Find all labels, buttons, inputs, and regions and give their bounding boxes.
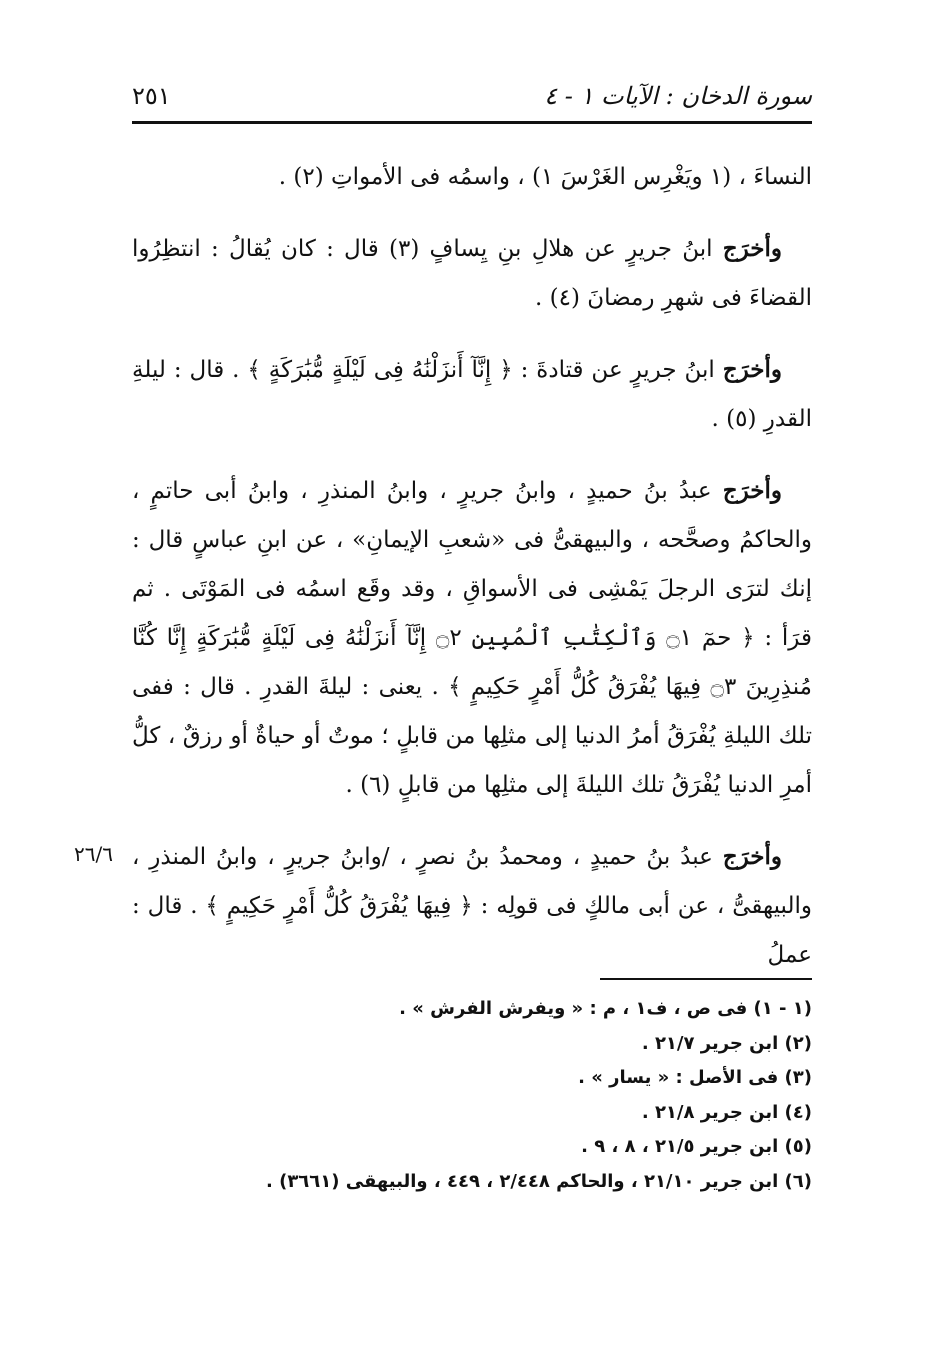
- paragraph-lead: وأخرَج: [722, 477, 782, 504]
- footnote-5: (٥) ابن جرير ٢١/٥ ، ٨ ، ٩ .: [581, 1136, 812, 1158]
- header-rule: [132, 121, 812, 124]
- paragraph-3: [132, 345, 812, 444]
- paragraph-1: [132, 152, 812, 202]
- footnote-2: (٢) ابن جرير ٢١/٧ .: [641, 1032, 812, 1054]
- paragraph-text: عبدُ بنُ حميدٍ ، وابنُ جريرٍ ، وابنُ المنذرِ ، وابنُ أبى حاتمٍ ، والحاكمُ وصحَّحه ، والبيهقىُّ فى «شعبِ الإيمانِ» ، عن ابنِ عباسٍ قال : إنك لترَى الرجلَ يَمْشِى فى الأسواقِ ، وقد وقَع اسمُه فى المَوْتَى . ثم قرَأ : ﴿ حمٓ ۝١ وَٱلْكِتَٰبِ ٱلْمُبِينِ ۝٢ إِنَّآ أَنزَلْنَٰهُ فِى لَيْلَةٍ مُّبَٰرَكَةٍ إِنَّا كُنَّا مُنذِرِينَ ۝٣ فِيهَا يُفْرَقُ كُلُّ أَمْرٍ حَكِيمٍ ﴾ . يعنى : ليلةَ القدرِ . قال : ففى تلك الليلةِ يُفْرَقُ أمرُ الدنيا إلى مثلِها من قابلٍ ؛ موتٌ أو حياةٌ أو رزقٌ ، كلُّ أمرِ الدنيا يُفْرَقُ تلك الليلةَ إلى مثلِها من قابلٍ (٦) .: [132, 478, 812, 798]
- margin-reference: ٢٦/٦: [74, 842, 113, 866]
- footnote-rule: [600, 978, 812, 980]
- footnote-1: (١ - ١) فى ص ، ف١ ، م : « ويفرش الفرش » .: [399, 998, 812, 1019]
- paragraph-lead: وأخرَج: [722, 843, 782, 870]
- paragraph-4: [132, 466, 812, 810]
- page-number: ٢٥١: [132, 82, 171, 110]
- paragraph-text: ابنُ جريرٍ عن قتادةَ : ﴿ إِنَّآ أَنزَلْنَٰهُ فِى لَيْلَةٍ مُّبَٰرَكَةٍ ﴾ . قال : ليلةِ القدرِ (٥) .: [132, 357, 812, 432]
- paragraph-lead: وأخرَج: [722, 235, 782, 262]
- page-header: [132, 74, 812, 118]
- footnote-4: (٤) ابن جرير ٢١/٨ .: [641, 1101, 812, 1123]
- footnote-6: (٦) ابن جرير ٢١/١٠ ، والحاكم ٢/٤٤٨ ، ٤٤٩ ، والبيهقى (٣٦٦١) .: [265, 1170, 812, 1192]
- main-text: [132, 152, 812, 1002]
- paragraph-text: عبدُ بنُ حميدٍ ، ومحمدُ بنُ نصرٍ ، /وابنُ جريرٍ ، وابنُ المنذرِ ، والبيهقىُّ ، عن أبى مالكٍ فى قولِه : ﴿ فِيهَا يُفْرَقُ كُلُّ أَمْرٍ حَكِيمٍ ﴾ . قال : عملُ: [132, 844, 812, 968]
- footnote-3: (٣) فى الأصل : « يسار » .: [578, 1067, 812, 1089]
- paragraph-5: [132, 832, 812, 980]
- paragraph-lead: وأخرَج: [722, 356, 782, 383]
- running-title: سورة الدخان : الآيات ١ - ٤: [544, 82, 812, 110]
- paragraph-text: ابنُ جريرٍ عن هلالِ بنِ يِسافٍ (٣) قال : كان يُقالُ : انتظِرُوا القضاءَ فى شهرِ رمضانَ (٤) .: [132, 236, 812, 311]
- paragraph-text: النساءَ ، (١ ويَغْرِس الغَرْسَ ١) ، واسمُه فى الأمواتِ (٢) .: [278, 164, 812, 190]
- paragraph-2: [132, 224, 812, 323]
- footnotes: [132, 992, 812, 1200]
